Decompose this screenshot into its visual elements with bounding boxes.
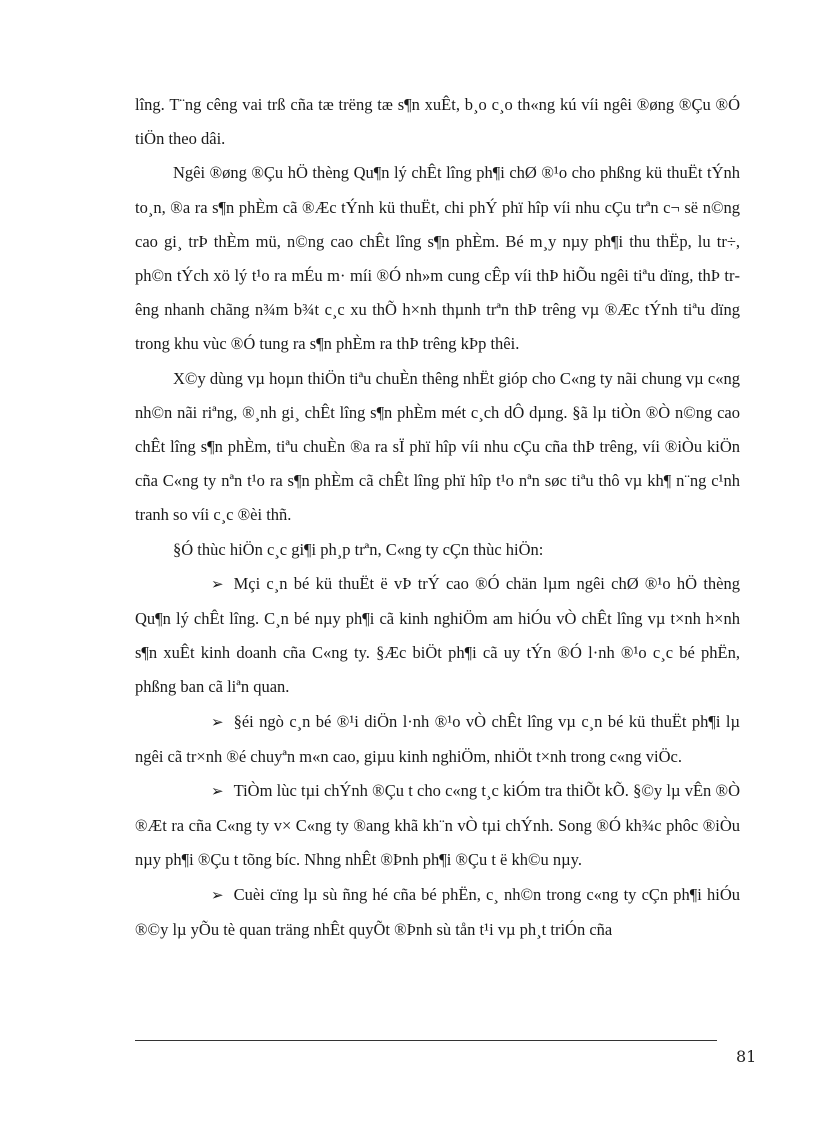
paragraph	[135, 88, 740, 156]
paragraph-text: TiÒm lùc tµi chÝnh ®Çu t cho c«ng t¸c kiÓm tra thiÕt kÕ. §©y lµ vÊn ®Ò ®Æt ra cña C«ng ty v× C«ng ty ®ang khã kh¨n vÒ tµi chÝnh. Song ®Ó kh¾c phôc ®iÒu nµy ph¶i ®Çu t tõng bíc. Nhng nhÊt ®Þnh ph¶i ®Çu t ë kh©u nµy.	[135, 781, 740, 870]
paragraph	[135, 533, 740, 567]
bullet-paragraph	[135, 878, 740, 947]
bullet-paragraph	[135, 567, 740, 705]
paragraph-text: Ngêi ®øng ®Çu hÖ thèng Qu¶n lý chÊt lîng ph¶i chØ ®¹o cho phßng kü thuËt tÝnh to¸n, ®a ra s¶n phÈm cã ®Æc tÝnh kü thuËt, chi phÝ phï hîp víi nhu cÇu trªn c¬ së n©ng cao gi¸ trÞ thÈm mü, n©ng cao chÊt lîng s¶n phÈm. Bé m¸y nµy ph¶i thu thËp, lu tr÷, ph©n tÝch xö lý t¹o ra mÉu m· míi ®Ó nh»m cung cÊp víi thÞ hiÕu ngêi tiªu dïng, thÞ trêng nhanh chãng n¾m b¾t c¸c xu thÕ h×nh thµnh trªn thÞ trêng vµ ®Æc tÝnh tiªu dïng trong khu vùc ®Ó tung ra s¶n phÈm ra thÞ trêng kÞp thêi.	[135, 163, 740, 354]
paragraph-text: X©y dùng vµ hoµn thiÖn tiªu chuÈn thêng nhËt gióp cho C«ng ty nãi chung vµ c«ng nh©n nãi riªng, ®¸nh gi¸ chÊt lîng s¶n phÈm mét c¸ch dÔ dµng. §ã lµ tiÒn ®Ò n©ng cao chÊt lîng s¶n phÈm, tiªu chuÈn ®a ra sÏ phï hîp víi nhu cÇu cña thÞ trêng, víi ®iÒu kiÖn cña C«ng ty nªn t¹o ra s¶n phÈm cã chÊt lîng phï hîp t¹o nªn søc tiªu thô vµ kh¶ n¨ng c¹nh tranh so víi c¸c ®èi thñ.	[135, 368, 740, 525]
page-number: 81	[736, 1047, 757, 1066]
paragraph-text: §Ó thùc hiÖn c¸c gi¶i ph¸p trªn, C«ng ty cÇn thùc hiÖn:	[173, 539, 544, 559]
body-text	[135, 88, 740, 947]
paragraph-text: Cuèi cïng lµ sù ñng hé cña bé phËn, c¸ nh©n trong c«ng ty cÇn ph¶i hiÓu ®©y lµ yÕu tè quan träng nhÊt quyÕt ®Þnh sù tån t¹i vµ ph¸t triÓn cña	[135, 884, 740, 939]
bullet-paragraph	[135, 705, 740, 774]
arrow-bullet-icon: ➢	[211, 784, 224, 801]
paragraph-text: Mçi c¸n bé kü thuËt ë vÞ trÝ cao ®Ó chän lµm ngêi chØ ®¹o hÖ thèng Qu¶n lý chÊt lîng. C¸n bé nµy ph¶i cã kinh nghiÖm am hiÓu vÒ chÊt lîng vµ t×nh h×nh s¶n xuÊt kinh doanh cña C«ng ty. §Æc biÖt ph¶i cã uy tÝn ®Ó l·nh ®¹o c¸c bé phËn, phßng ban cã liªn quan.	[135, 573, 740, 697]
paragraph	[135, 362, 740, 533]
arrow-bullet-icon: ➢	[211, 887, 224, 904]
arrow-bullet-icon: ➢	[211, 576, 224, 593]
paragraph-text: §éi ngò c¸n bé ®¹i diÖn l·nh ®¹o vÒ chÊt lîng vµ c¸n bé kü thuËt ph¶i lµ ngêi cã tr×nh ®é chuyªn m«n cao, giµu kinh nghiÖm, nhiÖt t×nh trong c«ng viÖc.	[135, 711, 740, 766]
paragraph	[135, 156, 740, 361]
footer-divider	[135, 1040, 717, 1041]
paragraph-text: lîng. T¨ng cêng vai trß cña tæ trëng tæ s¶n xuÊt, b¸o c¸o th«ng kú víi ngêi ®øng ®Çu ®Ó tiÖn theo dâi.	[135, 95, 740, 149]
arrow-bullet-icon: ➢	[211, 714, 224, 731]
bullet-paragraph	[135, 774, 740, 878]
